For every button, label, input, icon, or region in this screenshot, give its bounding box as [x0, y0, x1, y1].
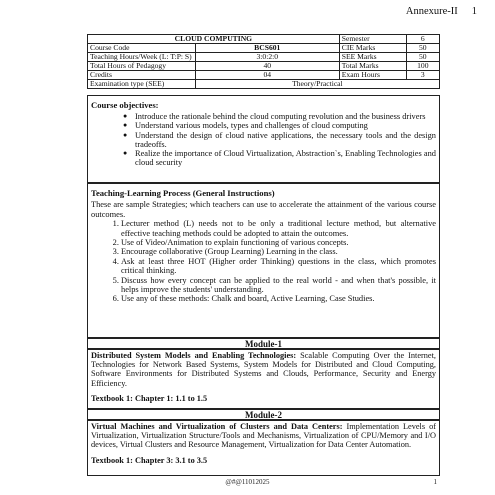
total-hours-label: Total Hours of Pedagogy: [88, 62, 196, 71]
objective-item: ● Realize the importance of Cloud Virtualization, Abstraction`s, Enabling Technologies and cloud security: [135, 149, 436, 167]
course-title: CLOUD COMPUTING: [88, 35, 340, 44]
module-1-content: [87, 349, 440, 409]
cie-marks-value: 50: [406, 44, 439, 53]
teaching-method-item: 1. Lecturer method (L) needs not to be only a traditional lecture method, but alternative effective teaching methods could be adopted to attain the outcomes.: [121, 219, 436, 238]
teaching-method-item: 2. Use of Video/Animation to explain functioning of various concepts.: [121, 238, 436, 247]
teaching-hours-value: 3:0:2:0: [195, 53, 339, 62]
total-marks-label: Total Marks: [339, 62, 406, 71]
exam-type-label: Examination type (SEE): [88, 80, 196, 89]
objectives-list: [91, 112, 436, 167]
module-2-textbook: Textbook 1: Chapter 3: 3.1 to 3.5: [91, 455, 208, 465]
module-2-heading: Module-2: [87, 409, 440, 420]
exam-hours-value: 3: [406, 71, 439, 80]
teaching-methods-list: [91, 219, 436, 304]
module-1-textbook: Textbook 1: Chapter 1: 1.1 to 1.5: [91, 393, 208, 403]
module-2-topic: Virtual Machines and Virtualization of Clusters and Data Centers:: [91, 422, 343, 431]
teaching-method-item: 6. Use any of these methods: Chalk and board, Active Learning, Case Studies.: [121, 294, 436, 303]
objective-item: ● Introduce the rationale behind the cloud computing revolution and the business drivers: [135, 112, 436, 121]
teaching-method-item: 5. Discuss how every concept can be applied to the real world - and when that's possible, it helps improve the students' understanding.: [121, 276, 436, 295]
course-code-label: Course Code: [88, 44, 196, 53]
course-code-value: BCS601: [195, 44, 339, 53]
credits-value: 04: [195, 71, 339, 80]
header-page-number: 1: [471, 6, 477, 17]
cie-marks-label: CIE Marks: [339, 44, 406, 53]
total-hours-value: 40: [195, 62, 339, 71]
teaching-method-item: 3. Encourage collaborative (Group Learning) Learning in the class.: [121, 247, 436, 256]
course-spec-table: [87, 34, 440, 89]
semester-label: Semester: [339, 35, 406, 44]
module-2-content: [87, 420, 440, 476]
exam-type-value: Theory/Practical: [195, 80, 439, 89]
objectives-heading: Course objectives:: [91, 100, 159, 110]
footer-page-number: 1: [433, 478, 437, 486]
annexure-label: Annexure-II: [405, 6, 458, 17]
teaching-heading: Teaching-Learning Process (General Instructions): [91, 188, 275, 198]
teaching-method-item: 4. Ask at least three HOT (Higher order Thinking) questions in the class, which promotes critical thinking.: [121, 257, 436, 276]
exam-hours-label: Exam Hours: [339, 71, 406, 80]
teaching-learning-section: [87, 183, 440, 338]
annexure-header: [406, 6, 477, 17]
semester-value: 6: [406, 35, 439, 44]
module-1-topic: Distributed System Models and Enabling Technologies:: [91, 351, 297, 360]
module-1-text: [91, 351, 436, 388]
course-objectives-section: [87, 95, 440, 183]
page-footer: [0, 478, 495, 486]
see-marks-value: 50: [406, 53, 439, 62]
objective-item: ● Understand various models, types and challenges of cloud computing: [135, 121, 436, 130]
module-2-body: Implementation Levels of Virtualization, Virtualization Structure/Tools and Mechanisms, Virtualization of CPU/Memory and I/O devices, Virtual Clusters and Resource Management, Virtualization for Data Center Automation.: [91, 422, 436, 450]
objective-item: ● Understand the design of cloud native applications, the necessary tools and the design tradeoffs.: [135, 131, 436, 149]
module-2-text: [91, 422, 436, 450]
credits-label: Credits: [88, 71, 196, 80]
module-1-body: Scalable Computing Over the Internet, Technologies for Network Based Systems, System Models for Distributed and Cloud Computing, Software Environments for Distributed Systems and Clouds, Performance, Security and Energy Efficiency.: [91, 351, 436, 388]
module-1-heading: Module-1: [87, 338, 440, 349]
teaching-intro: These are sample Strategies; which teachers can use to accelerate the attainment of the various course outcomes.: [91, 200, 436, 219]
see-marks-label: SEE Marks: [339, 53, 406, 62]
total-marks-value: 100: [406, 62, 439, 71]
footer-stamp: @#@11012025: [225, 478, 270, 486]
teaching-hours-label: Teaching Hours/Week (L: T:P: S): [88, 53, 196, 62]
